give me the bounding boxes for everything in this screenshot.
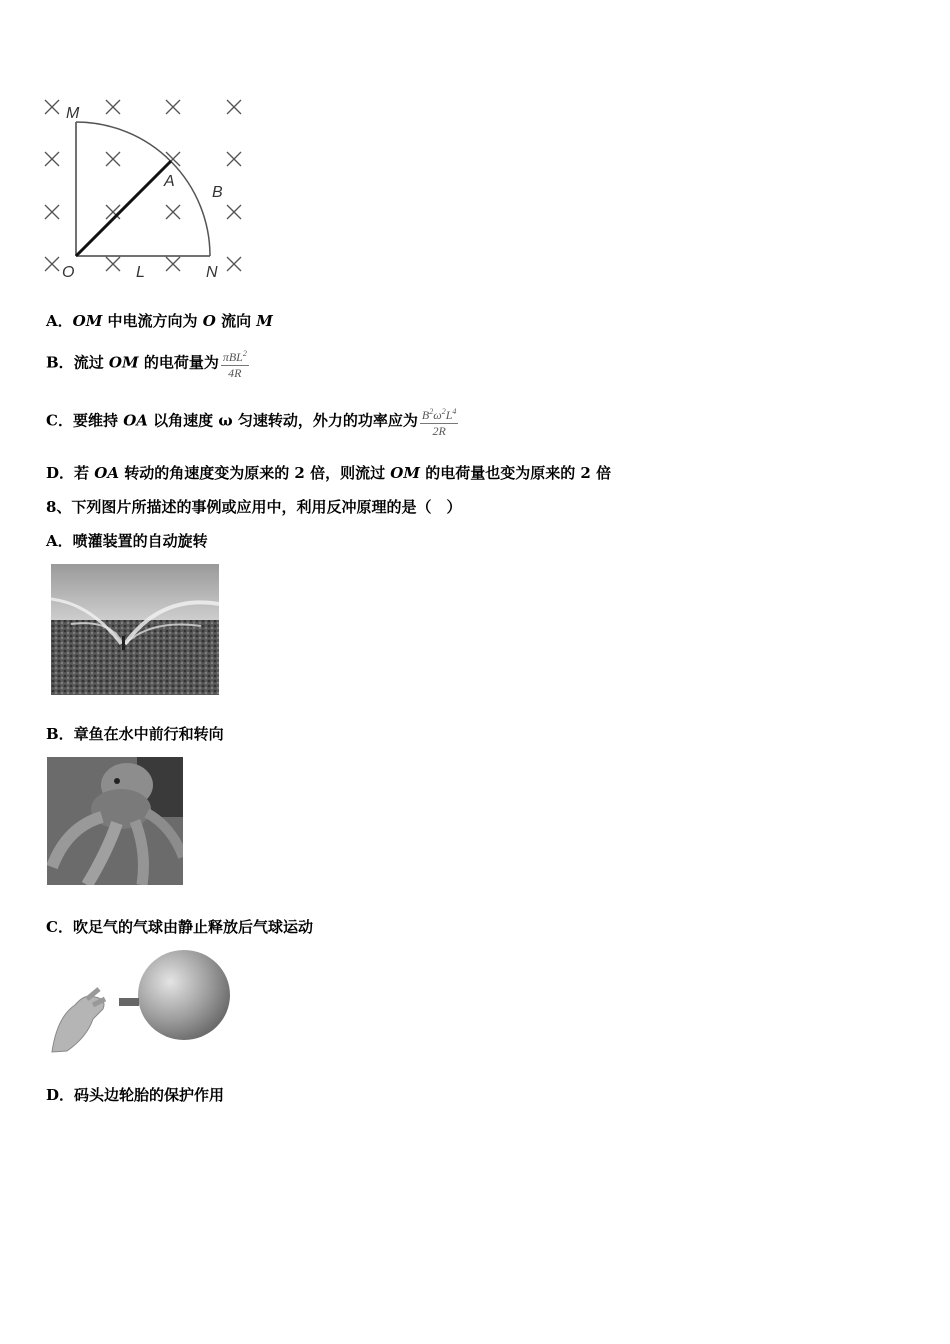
charge-fraction: $\frac{\pi BL^2}{4R}$ <box>221 346 249 381</box>
q8-option-c: C．吹足气的气球由静止释放后气球运动 <box>46 918 313 936</box>
label-o: O <box>62 264 75 281</box>
magnetic-field-figure <box>40 95 250 285</box>
q8-option-a: A．喷灌装置的自动旋转 <box>46 532 208 550</box>
label-m: M <box>66 105 80 122</box>
label-n: N <box>206 264 218 281</box>
option-d: D．若 OA 转动的角速度变为原来的 2 倍，则流过 OM 的电荷量也变为原来的 2 倍 <box>46 464 612 482</box>
q8-option-b: B．章鱼在水中前行和转向 <box>46 725 224 743</box>
balloon-photo <box>47 947 232 1057</box>
rod-oa <box>76 161 171 256</box>
option-b: B．流过 OM 的电荷量为 $\frac{\pi BL^2}{4R}$ <box>46 346 249 381</box>
label-a: A <box>164 173 175 190</box>
option-a: A．OM 中电流方向为 O 流向 M <box>46 312 273 330</box>
octopus-photo <box>47 757 183 885</box>
label-b: B <box>212 184 223 201</box>
question-8-stem: 8、下列图片所描述的事例或应用中，利用反冲原理的是（ ） <box>46 498 462 516</box>
q8-option-d: D．码头边轮胎的保护作用 <box>46 1086 225 1104</box>
label-l: L <box>136 264 145 281</box>
power-fraction: $\frac{B^2\omega^2L^4}{2R}$ <box>420 404 459 439</box>
option-c: C．要维持 OA 以角速度 ω 匀速转动，外力的功率应为 $\frac{B^2\omega^2L^4}{2R}$ <box>46 404 458 439</box>
sprinkler-photo <box>51 564 219 695</box>
